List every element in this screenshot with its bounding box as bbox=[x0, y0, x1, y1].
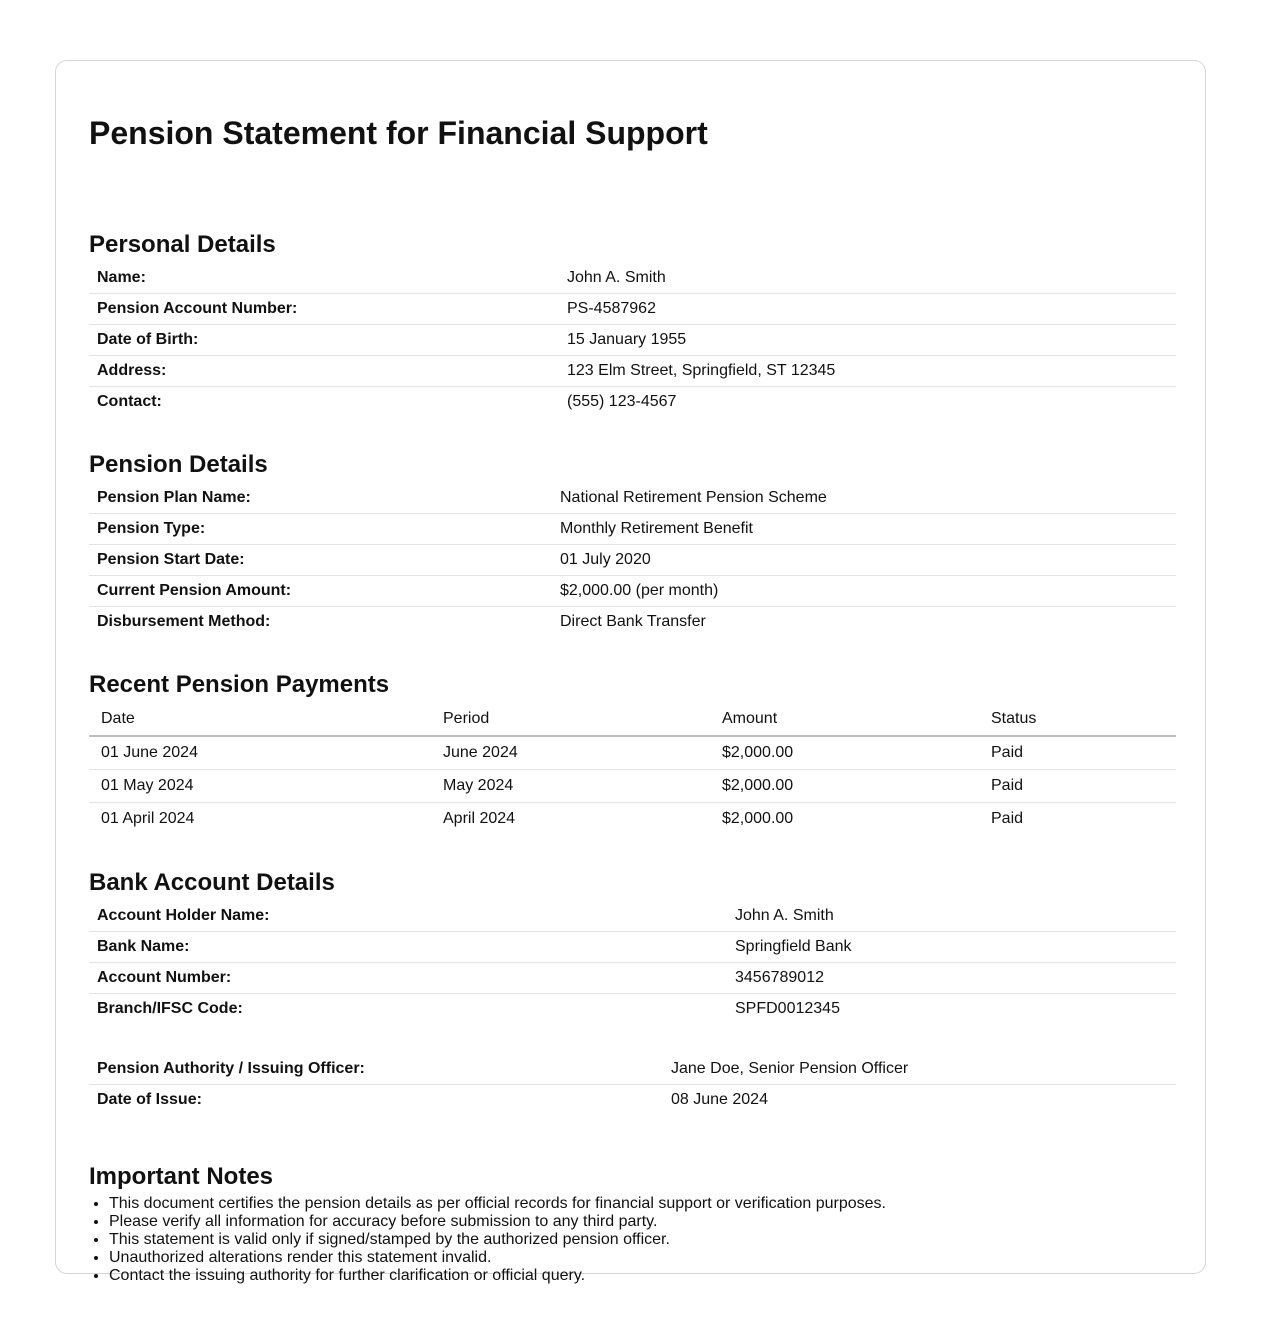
table-row bbox=[89, 545, 1176, 576]
payment-amount: $2,000.00 bbox=[710, 770, 979, 803]
field-value: Monthly Retirement Benefit bbox=[552, 514, 1176, 545]
list-item: • Contact the issuing authority for further clarification or official query. bbox=[109, 1267, 886, 1285]
important-notes-heading: Important Notes bbox=[89, 1163, 274, 1190]
table-row bbox=[89, 901, 1176, 932]
field-value: SPFD0012345 bbox=[735, 1000, 840, 1017]
field-value: 15 January 1955 bbox=[559, 325, 1176, 356]
field-value: $2,000.00 (per month) bbox=[552, 576, 1176, 607]
column-header-amount: Amount bbox=[710, 703, 979, 736]
field-value: 123 Elm Street, Springfield, ST 12345 bbox=[559, 356, 1176, 387]
field-label: Name: bbox=[89, 263, 559, 294]
payment-date: 01 June 2024 bbox=[89, 736, 431, 770]
payment-period: June 2024 bbox=[431, 736, 710, 770]
field-label: Contact: bbox=[97, 393, 162, 410]
table-row bbox=[89, 514, 1176, 545]
field-label: Bank Name: bbox=[89, 932, 727, 963]
table-row bbox=[89, 325, 1176, 356]
field-label: Pension Account Number: bbox=[89, 294, 559, 325]
list-item: • Please verify all information for accuracy before submission to any third party. bbox=[109, 1213, 886, 1231]
field-label: Pension Start Date: bbox=[89, 545, 552, 576]
list-item: • Unauthorized alterations render this statement invalid. bbox=[109, 1249, 886, 1267]
personal-details-table bbox=[89, 263, 1176, 417]
payment-date: 01 May 2024 bbox=[89, 770, 431, 803]
table-row bbox=[89, 994, 1176, 1025]
table-row bbox=[89, 770, 1176, 803]
payments-table bbox=[89, 703, 1176, 835]
field-label: Date of Birth: bbox=[89, 325, 559, 356]
field-value: Direct Bank Transfer bbox=[560, 613, 706, 630]
field-value: 3456789012 bbox=[727, 963, 1176, 994]
issuing-officer-table bbox=[89, 1054, 1176, 1115]
field-value: John A. Smith bbox=[559, 263, 1176, 294]
field-value: (555) 123-4567 bbox=[567, 393, 677, 410]
payments-heading: Recent Pension Payments bbox=[89, 671, 390, 698]
field-label: Account Number: bbox=[89, 963, 727, 994]
field-label: Pension Plan Name: bbox=[89, 483, 552, 514]
bank-details-heading: Bank Account Details bbox=[89, 869, 335, 896]
field-label: Branch/IFSC Code: bbox=[97, 1000, 243, 1017]
statement-content bbox=[89, 111, 1176, 1284]
table-row bbox=[89, 387, 1176, 418]
payment-amount: $2,000.00 bbox=[722, 810, 794, 827]
field-label: Date of Issue: bbox=[97, 1091, 202, 1108]
payments-section bbox=[89, 669, 1176, 835]
field-value: John A. Smith bbox=[727, 901, 1176, 932]
table-row bbox=[89, 932, 1176, 963]
pension-details-heading: Pension Details bbox=[89, 451, 268, 478]
personal-details-section bbox=[89, 229, 1176, 417]
field-value: National Retirement Pension Scheme bbox=[552, 483, 1176, 514]
bank-details-table bbox=[89, 901, 1176, 1024]
column-header-date: Date bbox=[89, 703, 431, 736]
bank-details-section bbox=[89, 867, 1176, 1024]
issuing-officer-section bbox=[89, 1054, 1176, 1115]
field-label: Account Holder Name: bbox=[89, 901, 727, 932]
list-item: • This statement is valid only if signed/stamped by the authorized pension officer. bbox=[109, 1231, 886, 1249]
field-value: PS-4587962 bbox=[559, 294, 1176, 325]
pension-details-section bbox=[89, 449, 1176, 637]
field-label: Disbursement Method: bbox=[97, 613, 271, 630]
payment-status: Paid bbox=[979, 736, 1176, 770]
payment-status: Paid bbox=[979, 770, 1176, 803]
important-notes-section bbox=[89, 1161, 886, 1285]
payment-period: May 2024 bbox=[431, 770, 710, 803]
payment-status: Paid bbox=[991, 810, 1024, 827]
page-title: Pension Statement for Financial Support bbox=[89, 115, 708, 151]
table-row bbox=[89, 1085, 1176, 1116]
table-row bbox=[89, 576, 1176, 607]
field-label: Address: bbox=[89, 356, 559, 387]
column-header-period: Period bbox=[431, 703, 710, 736]
table-row bbox=[89, 607, 1176, 638]
pension-details-table bbox=[89, 483, 1176, 637]
table-row bbox=[89, 356, 1176, 387]
personal-details-heading: Personal Details bbox=[89, 231, 276, 258]
payment-amount: $2,000.00 bbox=[710, 736, 979, 770]
field-value: 08 June 2024 bbox=[671, 1091, 768, 1108]
payment-period: April 2024 bbox=[443, 810, 516, 827]
field-value: Jane Doe, Senior Pension Officer bbox=[663, 1054, 1176, 1085]
field-label: Pension Authority / Issuing Officer: bbox=[89, 1054, 663, 1085]
field-value: Springfield Bank bbox=[727, 932, 1176, 963]
table-row bbox=[89, 483, 1176, 514]
table-row bbox=[89, 294, 1176, 325]
table-row bbox=[89, 263, 1176, 294]
table-row bbox=[89, 803, 1176, 836]
payment-date: 01 April 2024 bbox=[101, 810, 195, 827]
notes-list bbox=[89, 1195, 886, 1285]
table-header-row bbox=[89, 703, 1176, 736]
table-row bbox=[89, 963, 1176, 994]
table-row bbox=[89, 1054, 1176, 1085]
list-item: • This document certifies the pension details as per official records for financial support or verification purposes. bbox=[109, 1195, 886, 1213]
field-value: 01 July 2020 bbox=[552, 545, 1176, 576]
table-row bbox=[89, 736, 1176, 770]
column-header-status: Status bbox=[979, 703, 1176, 736]
statement-card bbox=[55, 60, 1206, 1284]
field-label: Pension Type: bbox=[89, 514, 552, 545]
field-label: Current Pension Amount: bbox=[89, 576, 552, 607]
